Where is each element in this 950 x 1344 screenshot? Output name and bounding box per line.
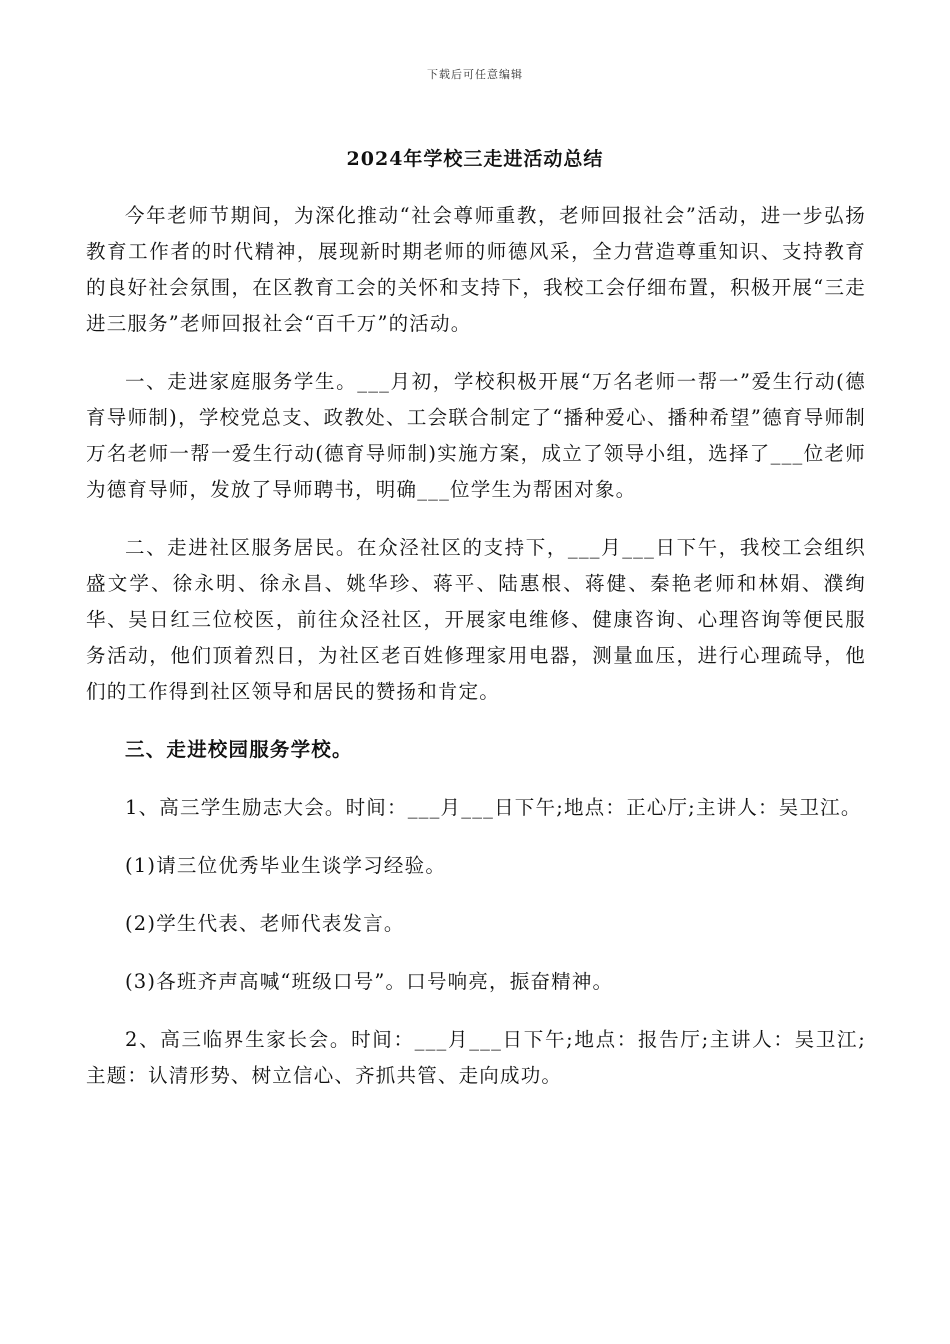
paragraph-subitem-3: (3)各班齐声高喊“班级口号”。口号响亮，振奋精神。: [125, 970, 614, 993]
header-note: 下载后可任意编辑: [427, 68, 523, 81]
paragraph-subitem-1: (1)请三位优秀毕业生谈学习经验。: [125, 854, 447, 877]
document-body: [86, 198, 866, 1116]
paragraph-intro: 今年老师节期间，为深化推动“社会尊师重教，老师回报社会”活动，进一步弘扬教育工作者的时代精神，展现新时期老师的师德风采，全力营造尊重知识、支持教育的良好社会氛围，在区教育工会的关怀和支持下，我校工会仔细布置，积极开展“三走进三服务”老师回报社会“百千万”的活动。: [86, 204, 866, 335]
paragraph-section-one: 一、走进家庭服务学生。___月初，学校积极开展“万名老师一帮一”爱生行动(德育导师制)，学校党总支、政教处、工会联合制定了“播种爱心、播种希望”德育导师制万名老师一帮一爱生行动(德育导师制)实施方案，成立了领导小组，选择了___位老师为德育导师，发放了导师聘书，明确___位学生为帮困对象。: [86, 370, 866, 501]
paragraph-subitem-2: (2)学生代表、老师代表发言。: [125, 912, 405, 935]
document-title: 2024年学校三走进活动总结: [346, 148, 604, 170]
paragraph-item-one: 1、高三学生励志大会。时间：___月___日下午;地点：正心厅;主讲人：吴卫江。: [125, 796, 862, 819]
paragraph-section-two: 二、走进社区服务居民。在众泾社区的支持下，___月___日下午，我校工会组织盛文学、徐永明、徐永昌、姚华珍、蒋平、陆惠根、蒋健、秦艳老师和林娟、濮绚华、吴日红三位校医，前往众泾社区，开展家电维修、健康咨询、心理咨询等便民服务活动，他们顶着烈日，为社区老百姓修理家用电器，测量血压，进行心理疏导，他们的工作得到社区领导和居民的赞扬和肯定。: [86, 536, 866, 703]
paragraph-item-two: 2、高三临界生家长会。时间：___月___日下午;地点：报告厅;主讲人：吴卫江;主题：认清形势、树立信心、齐抓共管、走向成功。: [86, 1028, 866, 1087]
section-three-heading: 三、走进校园服务学校。: [125, 738, 353, 761]
